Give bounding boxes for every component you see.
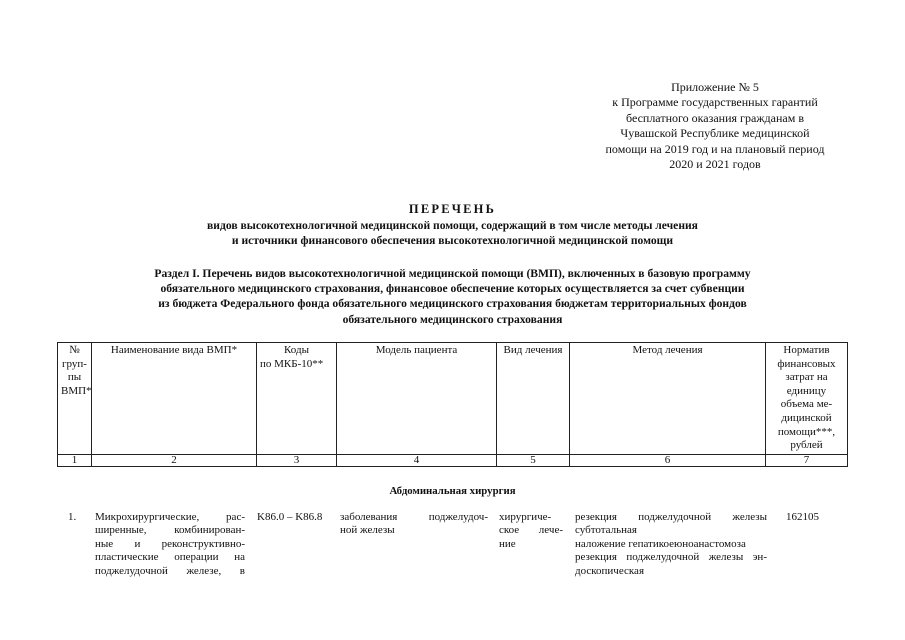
appendix-line: Чувашской Республике медицинской <box>620 126 810 141</box>
column-number: 6 <box>570 454 766 466</box>
appendix-line: 2020 и 2021 годов <box>669 157 761 172</box>
row-text-line: хирургиче- <box>499 511 552 523</box>
header-treatment-type: Вид лечения <box>497 343 570 455</box>
header-text: Норматив <box>783 344 830 356</box>
header-text: № <box>69 344 80 356</box>
section-line: обязательного медицинского страхования, финансовое обеспечение которых осуществляется за счет субвенции <box>160 282 745 296</box>
header-patient-model: Модель пациента <box>337 343 497 455</box>
row-number: 1. <box>68 511 77 523</box>
row-text-line: доскопическая <box>575 564 645 577</box>
header-text: финансовых <box>777 357 836 370</box>
subtitle-line: и источники финансового обеспечения высокотехнологичной медицинской помощи <box>231 234 674 247</box>
row-text-line: резекция поджелудочной железы эн- <box>575 551 767 564</box>
row-text-line: ское лече- <box>499 524 563 537</box>
document-subtitle <box>0 218 905 248</box>
header-vmp-name: Наименование вида ВМП* <box>92 343 257 455</box>
header-text: объема ме- <box>780 398 833 411</box>
row-text-line: наложение гепатикоеюноанастомоза <box>575 537 746 550</box>
section-heading <box>60 266 845 327</box>
column-number: 1 <box>58 454 92 466</box>
header-text: помощи***, <box>777 425 836 438</box>
section-line: из бюджета Федерального фонда обязательного медицинского страхования бюджетам территориальных фондов <box>158 297 747 311</box>
column-number: 4 <box>337 454 497 466</box>
column-number: 5 <box>497 454 570 466</box>
header-text: ВМП* <box>61 384 92 397</box>
header-text: дицинской <box>781 411 832 424</box>
header-text: груп- <box>62 357 87 370</box>
header-group-number <box>58 343 92 455</box>
row-text-line: субтотальная <box>575 524 637 537</box>
row-treatment-method <box>575 511 767 578</box>
column-number: 7 <box>766 454 848 466</box>
header-text: Коды <box>284 344 309 356</box>
header-text: пы <box>67 371 82 384</box>
appendix-line: бесплатного оказания гражданам в <box>626 110 804 125</box>
row-text-line: заболевания поджелудоч- <box>340 511 488 523</box>
header-text: затрат на <box>785 371 828 384</box>
appendix-line: помощи на 2019 год и на плановый период <box>605 141 825 156</box>
column-number: 2 <box>92 454 257 466</box>
row-vmp-name <box>95 511 245 578</box>
row-text-line: резекция поджелудочной железы <box>575 511 767 523</box>
row-icd-codes: K86.0 – K86.8 <box>257 511 323 523</box>
appendix-line: Приложение № 5 <box>671 80 759 94</box>
row-text-line: ные и реконструктивно- <box>95 537 245 550</box>
row-text-line: ние <box>499 537 516 550</box>
column-number: 3 <box>257 454 337 466</box>
group-title: Абдоминальная хирургия <box>389 485 516 497</box>
row-treatment-type <box>499 511 563 551</box>
row-text-line: ной железы <box>340 524 395 537</box>
header-text: рублей <box>790 439 823 452</box>
header-text: единицу <box>786 384 827 397</box>
row-text-line: ширенные, комбинирован- <box>95 524 245 537</box>
vmp-table-header <box>57 342 848 467</box>
header-icd-codes <box>257 343 337 455</box>
row-patient-model <box>340 511 488 538</box>
row-text-line: поджелудочной железе, в <box>95 564 245 577</box>
section-line: обязательного медицинского страхования <box>342 312 563 326</box>
section-line: Раздел I. Перечень видов высокотехнологичной медицинской помощи (ВМП), включенных в базовую программу <box>154 267 751 280</box>
header-treatment-method: Метод лечения <box>570 343 766 455</box>
appendix-line: к Программе государственных гарантий <box>612 95 818 110</box>
row-cost-norm: 162105 <box>786 511 819 523</box>
document-title: ПЕРЕЧЕНЬ <box>408 202 497 216</box>
row-text-line: пластические операции на <box>95 551 245 564</box>
appendix-header <box>565 80 865 172</box>
header-text: по МКБ-10** <box>260 357 324 370</box>
row-text-line: Микрохирургические, рас- <box>95 511 245 523</box>
header-cost-norm <box>766 343 848 455</box>
subtitle-line: видов высокотехнологичной медицинской помощи, содержащий в том числе методы лечения <box>207 219 698 232</box>
